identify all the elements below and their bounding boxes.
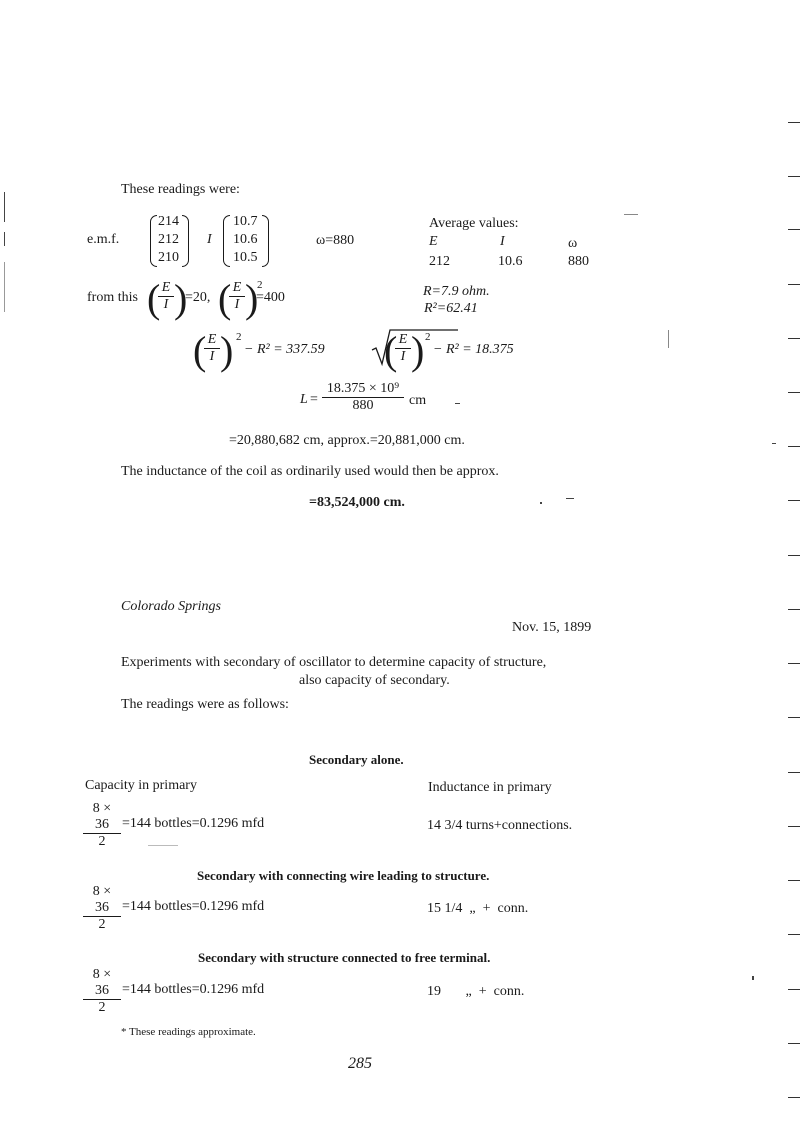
margin-tick: [788, 826, 800, 827]
l-symbol: L: [300, 392, 308, 407]
l-fraction: [322, 381, 404, 414]
numerator: E: [161, 280, 171, 295]
l-unit: cm: [409, 393, 427, 408]
open-paren: (: [193, 328, 207, 373]
l-equals: =: [310, 392, 318, 407]
emf-left-brace: [150, 215, 157, 267]
scan-mark: [624, 214, 638, 215]
open-paren: (: [384, 328, 398, 373]
margin-tick: [788, 176, 800, 177]
scan-mark: [4, 192, 5, 222]
close-paren: ): [174, 276, 188, 321]
close-paren: ): [245, 276, 259, 321]
footnote: * These readings approximate.: [121, 1026, 256, 1038]
margin-tick: [788, 229, 800, 230]
fraction-e-over-i: [229, 280, 245, 313]
exponent: 2: [257, 279, 263, 291]
capacity-fraction: [83, 884, 121, 933]
section-heading: Secondary alone.: [309, 752, 404, 767]
page-number: 285: [348, 1055, 372, 1072]
location: Colorado Springs: [121, 599, 221, 614]
i-right-brace: [262, 215, 269, 267]
close-paren: ): [220, 328, 234, 373]
average-header-i: I: [500, 234, 505, 249]
exponent: 2: [425, 331, 431, 343]
capacity-header: Capacity in primary: [85, 778, 197, 793]
eq3-rest: − R² = 337.59: [244, 342, 325, 357]
numerator: 8 × 36: [92, 967, 112, 998]
emf-value: 212: [158, 232, 179, 247]
l-numerator: 18.375 × 10⁹: [326, 381, 400, 396]
margin-tick: [788, 122, 800, 123]
open-paren: (: [147, 276, 161, 321]
emf-right-brace: [182, 215, 189, 267]
fraction-e-over-i: [158, 280, 174, 313]
experiments-line-2: also capacity of secondary.: [299, 673, 450, 688]
intro-text: These readings were:: [121, 182, 240, 197]
inductance-sentence: The inductance of the coil as ordinarily used would then be approx.: [121, 464, 499, 479]
open-paren: (: [218, 276, 232, 321]
fraction-e-over-i: [395, 332, 411, 365]
margin-tick: [788, 934, 800, 935]
margin-tick: [788, 609, 800, 610]
resistance-squared: R²=62.41: [424, 301, 478, 316]
capacity-value: =144 bottles=0.1296 mfd: [122, 899, 265, 914]
numerator: 8 × 36: [92, 801, 112, 832]
capacity-fraction: [83, 801, 121, 850]
close-paren: ): [411, 328, 425, 373]
inductance-value: 15 1/4 „ + conn.: [427, 901, 529, 916]
l-denominator: 880: [352, 398, 374, 413]
section-heading: Secondary with connecting wire leading to structure.: [197, 868, 490, 883]
scan-mark: [4, 232, 5, 246]
capacity-value: =144 bottles=0.1296 mfd: [122, 816, 265, 831]
average-value-omega: 880: [568, 254, 589, 269]
scan-mark: [566, 498, 574, 499]
margin-tick: [788, 989, 800, 990]
omega-equation: ω=880: [316, 233, 355, 248]
experiments-line-1: Experiments with secondary of oscillator to determine capacity of structure,: [121, 655, 547, 670]
i-value: 10.7: [233, 214, 258, 229]
section-heading: Secondary with structure connected to free terminal.: [198, 950, 491, 965]
inductance-value: 14 3/4 turns+connections.: [427, 818, 573, 833]
i-symbol: I: [207, 232, 212, 247]
margin-tick: [788, 446, 800, 447]
scan-mark: [752, 976, 754, 980]
margin-tick: [788, 663, 800, 664]
margin-tick: [788, 1097, 800, 1098]
eq2-value: =400: [256, 290, 285, 305]
average-title: Average values:: [429, 216, 519, 231]
margin-tick: [788, 772, 800, 773]
denominator: 2: [98, 917, 106, 932]
margin-tick: [788, 392, 800, 393]
l-result: =20,880,682 cm, approx.=20,881,000 cm.: [229, 433, 465, 448]
inductance-value: 19 „ + conn.: [427, 984, 525, 999]
i-value: 10.6: [233, 232, 258, 247]
scan-mark: [4, 262, 5, 312]
denominator: I: [209, 349, 215, 364]
capacity-value: =144 bottles=0.1296 mfd: [122, 982, 265, 997]
denominator: I: [234, 297, 240, 312]
margin-tick: [788, 500, 800, 501]
numerator: E: [232, 280, 242, 295]
eq1-value: =20,: [185, 290, 211, 305]
margin-tick: [788, 284, 800, 285]
capacity-fraction: [83, 967, 121, 1016]
entry-date: Nov. 15, 1899: [512, 620, 592, 635]
denominator: 2: [98, 834, 106, 849]
emf-label: e.m.f.: [87, 232, 120, 247]
average-value-e: 212: [429, 254, 450, 269]
i-left-brace: [223, 215, 230, 267]
margin-tick: [788, 717, 800, 718]
inductance-header: Inductance in primary: [428, 780, 552, 795]
denominator: I: [163, 297, 169, 312]
scan-mark: [455, 403, 460, 404]
resistance-value: R=7.9 ohm.: [423, 284, 490, 299]
scan-mark: [540, 502, 542, 504]
margin-tick: [788, 555, 800, 556]
from-this-text: from this: [87, 290, 138, 305]
denominator: I: [400, 349, 406, 364]
scan-mark: [772, 443, 776, 444]
denominator: 2: [98, 1000, 106, 1015]
margin-tick: [788, 1043, 800, 1044]
numerator: E: [207, 332, 217, 347]
scan-mark: [668, 330, 669, 348]
emf-value: 214: [158, 214, 179, 229]
inductance-total: =83,524,000 cm.: [309, 495, 405, 510]
average-header-e: E: [429, 234, 438, 249]
emf-values: [158, 213, 179, 267]
i-value: 10.5: [233, 250, 258, 265]
eq4-rest: − R² = 18.375: [433, 342, 514, 357]
emf-value: 210: [158, 250, 179, 265]
average-value-i: 10.6: [498, 254, 523, 269]
exponent: 2: [236, 331, 242, 343]
scan-mark: [148, 845, 178, 846]
margin-tick: [788, 338, 800, 339]
margin-tick: [788, 880, 800, 881]
fraction-e-over-i: [204, 332, 220, 365]
i-values: [233, 213, 258, 267]
numerator: E: [398, 332, 408, 347]
average-header-omega: ω: [568, 236, 578, 251]
numerator: 8 × 36: [92, 884, 112, 915]
readings-intro: The readings were as follows:: [121, 697, 289, 712]
